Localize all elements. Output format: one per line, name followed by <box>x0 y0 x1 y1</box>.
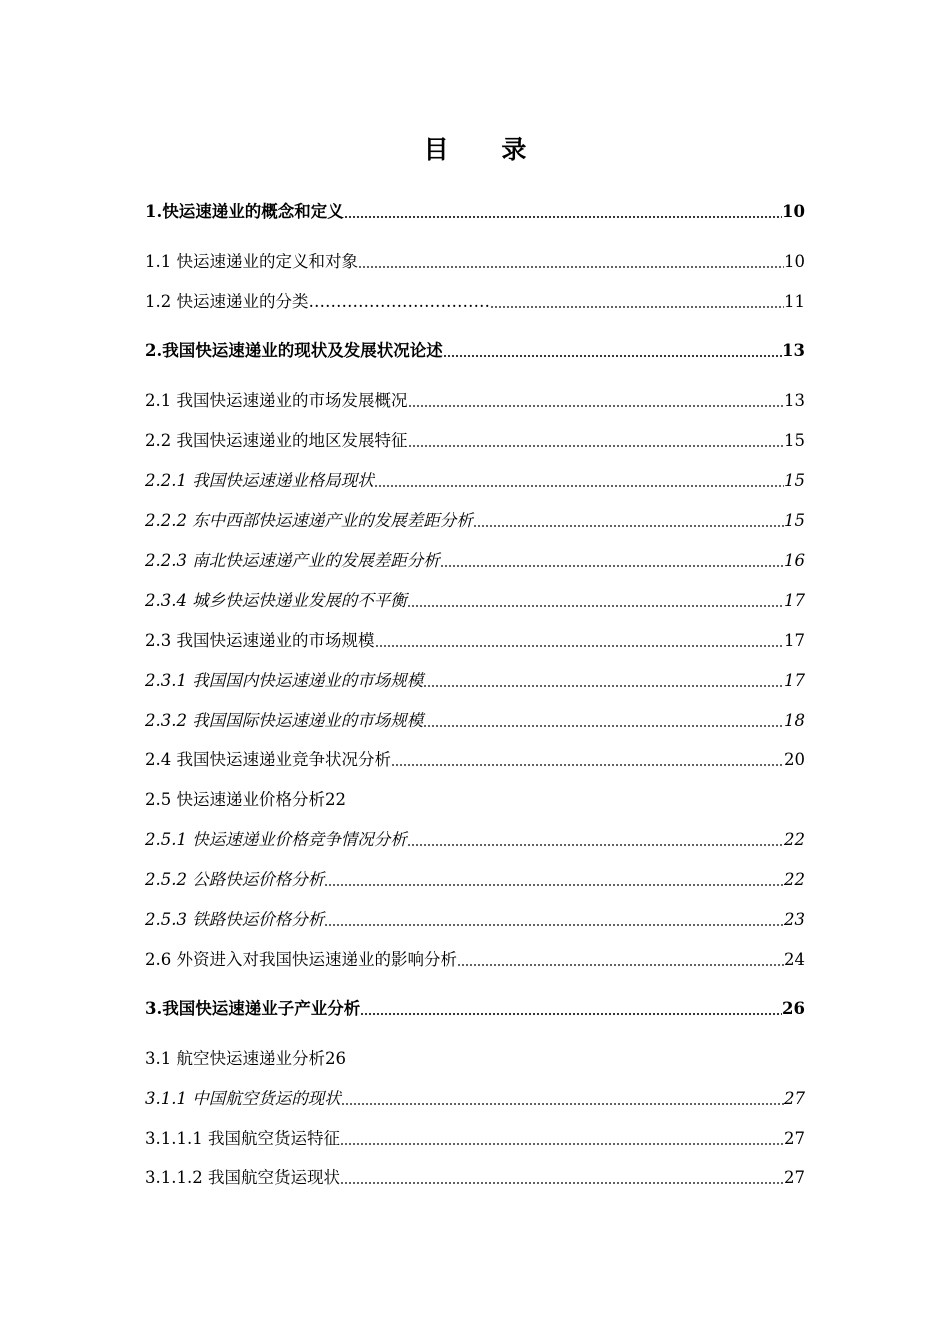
toc-entry[interactable] <box>145 788 805 812</box>
toc-entry[interactable] <box>145 948 805 972</box>
toc-dot-leader <box>407 844 784 846</box>
toc-entry-label: 2.5.1 快运速递业价格竞争情况分析 <box>145 830 407 849</box>
toc-entry[interactable] <box>145 748 805 772</box>
toc-entry[interactable] <box>145 1166 805 1190</box>
toc-page-number: 23 <box>784 910 805 929</box>
toc-dot-leader <box>360 1013 782 1015</box>
toc-entry[interactable] <box>145 469 805 493</box>
toc-title: 目 录 <box>423 135 549 164</box>
toc-entry[interactable] <box>145 589 805 613</box>
toc-page-number: 13 <box>784 391 805 410</box>
toc-dot-leader <box>391 764 784 766</box>
toc-entry[interactable] <box>145 549 805 573</box>
toc-entry-label: 2.3 我国快运速递业的市场规模 <box>145 631 375 650</box>
toc-page-number: 24 <box>784 950 805 969</box>
toc-entry[interactable] <box>145 429 805 453</box>
toc-page-number: 22 <box>784 870 805 889</box>
toc-entry[interactable] <box>145 828 805 852</box>
toc-entry-label: 1.1 快运速递业的定义和对象 <box>145 252 358 271</box>
toc-entry-label: 1.2 快运速递业的分类 <box>145 292 309 311</box>
toc-entry-label: 2.2 我国快运速递业的地区发展特征 <box>145 431 408 450</box>
toc-dot-leader <box>423 685 784 687</box>
toc-page-number: 15 <box>784 511 805 530</box>
toc-dot-leader <box>443 355 782 357</box>
toc-page-number: 11 <box>784 292 805 311</box>
toc-dot-leader <box>324 884 784 886</box>
toc-entry[interactable] <box>145 1127 805 1151</box>
toc-entry[interactable] <box>145 1047 805 1071</box>
toc-page-number: 17 <box>784 671 805 690</box>
toc-page-number: 26 <box>782 999 805 1018</box>
toc-entry-label: 2.4 我国快运速递业竞争状况分析 <box>145 750 391 769</box>
toc-entry-label: 2.2.1 我国快运速递业格局现状 <box>145 471 374 490</box>
toc-entry-label: 2.1 我国快运速递业的市场发展概况 <box>145 391 408 410</box>
toc-dot-leader <box>440 565 784 567</box>
toc-page-number: 17 <box>784 631 805 650</box>
toc-entry[interactable] <box>145 868 805 892</box>
toc-page-number: 15 <box>784 471 805 490</box>
toc-entry[interactable] <box>145 669 805 693</box>
toc-entry-label: 2.3.1 我国国内快运速递业的市场规模 <box>145 671 424 690</box>
toc-dot-leader <box>490 306 784 308</box>
toc-dot-leader <box>374 485 784 487</box>
toc-page-number: 17 <box>784 591 805 610</box>
toc-entry[interactable] <box>145 997 805 1021</box>
toc-dot-leader <box>408 445 785 447</box>
toc-entry-label: 3.1.1 中国航空货运的现状 <box>145 1089 341 1108</box>
toc-entry-label: 1.快运速递业的概念和定义 <box>145 202 344 221</box>
toc-entry-label: 2.5.3 铁路快运价格分析 <box>145 910 325 929</box>
toc-entry-label: 2.3.4 城乡快运快递业发展的不平衡 <box>145 591 407 610</box>
toc-entry-label: 2.2.2 东中西部快运速递产业的发展差距分析 <box>145 511 473 530</box>
toc-dot-leader <box>344 216 782 218</box>
toc-dot-leader <box>407 605 784 607</box>
toc-entry-label: 2.5 快运速递业价格分析22 <box>145 790 346 809</box>
toc-dot-leader <box>375 645 785 647</box>
toc-page-number: 13 <box>782 341 805 360</box>
toc-page-number: 27 <box>784 1129 805 1148</box>
toc-entry-label: 2.3.2 我国国际快运速递业的市场规模 <box>145 711 424 730</box>
toc-entry[interactable] <box>145 290 805 314</box>
toc-entry-label: 3.1.1.2 我国航空货运现状 <box>145 1168 340 1187</box>
toc-entry-ellipsis: …………………………… <box>308 292 490 311</box>
toc-entry[interactable] <box>145 509 805 533</box>
toc-page-number: 16 <box>784 551 805 570</box>
toc-page-number: 15 <box>784 431 805 450</box>
toc-dot-leader <box>423 725 784 727</box>
toc-page-number: 10 <box>782 202 805 221</box>
toc-entry-label: 2.2.3 南北快运速递产业的发展差距分析 <box>145 551 440 570</box>
toc-entry-label: 2.我国快运速递业的现状及发展状况论述 <box>145 341 443 360</box>
toc-page-number: 10 <box>784 252 805 271</box>
toc-entry[interactable] <box>145 629 805 653</box>
toc-entry[interactable] <box>145 200 805 224</box>
toc-entry-label: 3.我国快运速递业子产业分析 <box>145 999 361 1018</box>
toc-dot-leader <box>457 964 784 966</box>
toc-entry[interactable] <box>145 908 805 932</box>
toc-dot-leader <box>408 405 785 407</box>
toc-dot-leader <box>473 525 784 527</box>
toc-entry[interactable] <box>145 1087 805 1111</box>
toc-dot-leader <box>358 266 784 268</box>
toc-page-number: 27 <box>784 1168 805 1187</box>
toc-entry[interactable] <box>145 250 805 274</box>
toc-dot-leader <box>340 1182 784 1184</box>
toc-page-number: 18 <box>784 711 805 730</box>
toc-entry[interactable] <box>145 709 805 733</box>
toc-page-number: 27 <box>784 1089 805 1108</box>
toc-dot-leader <box>340 1143 784 1145</box>
toc-entry[interactable] <box>145 389 805 413</box>
toc-page-number: 20 <box>784 750 805 769</box>
toc-dot-leader <box>341 1103 784 1105</box>
toc-entry-label: 2.5.2 公路快运价格分析 <box>145 870 325 889</box>
toc-dot-leader <box>324 924 784 926</box>
toc-entry-label: 3.1.1.1 我国航空货运特征 <box>145 1129 340 1148</box>
toc-page-number: 22 <box>784 830 805 849</box>
toc-entry-label: 3.1 航空快运速递业分析26 <box>145 1049 346 1068</box>
toc-entry[interactable] <box>145 339 805 363</box>
toc-entry-label: 2.6 外资进入对我国快运速递业的影响分析 <box>145 950 457 969</box>
